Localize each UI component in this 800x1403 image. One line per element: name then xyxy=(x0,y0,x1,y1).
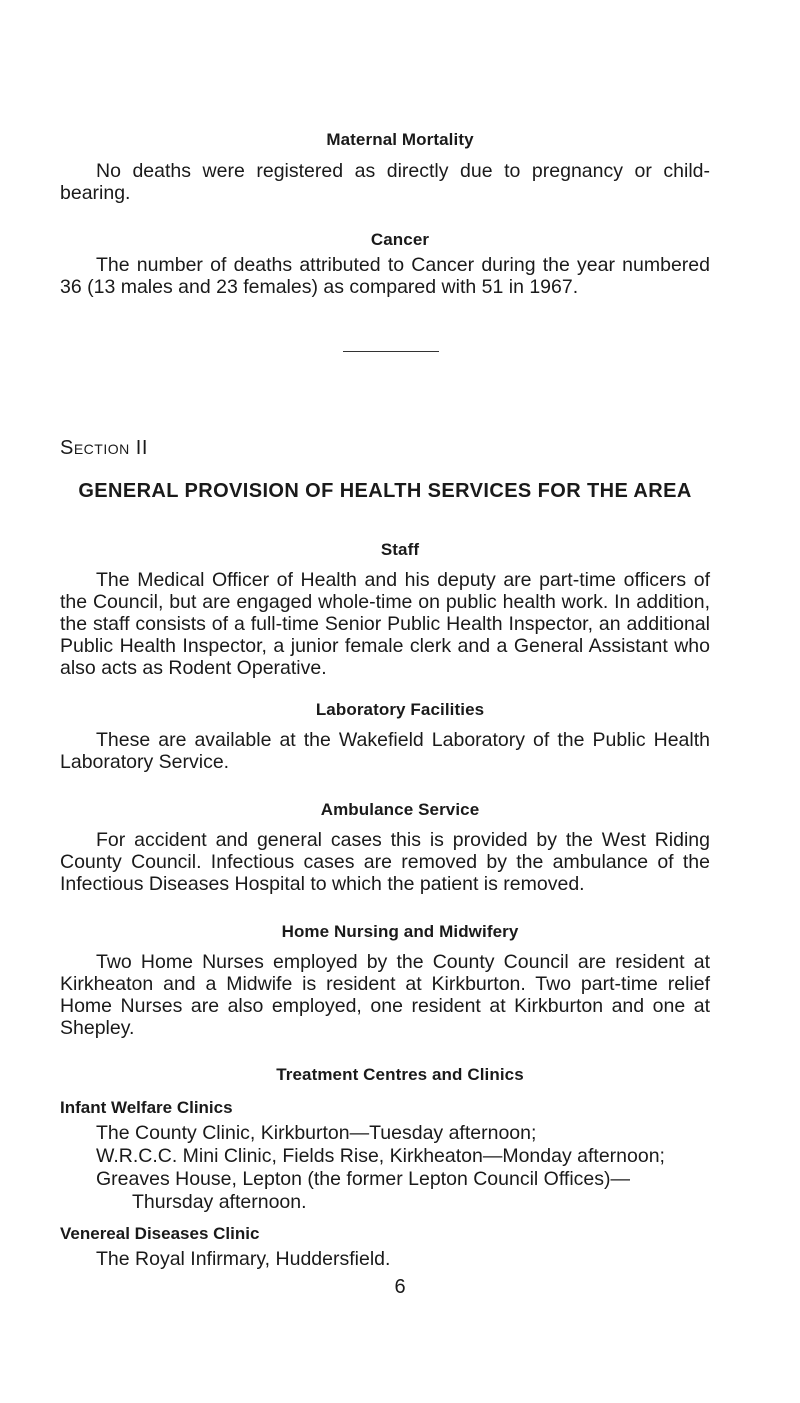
treatment-heading: Treatment Centres and Clinics xyxy=(276,1065,524,1084)
clinic-line: Greaves House, Lepton (the former Lepton Council Offices)— xyxy=(96,1168,630,1190)
clinic-line: Thursday afternoon. xyxy=(132,1191,307,1213)
page-number: 6 xyxy=(394,1276,406,1298)
section-title: GENERAL PROVISION OF HEALTH SERVICES FOR THE AREA xyxy=(78,480,692,502)
staff-text: The Medical Officer of Health and his deputy are part-time officers of the Council, but are engaged whole-time on public health work. In addition, the staff consists of a full-time Senior Public Health Inspector, an additional Public Health Inspector, a junior female clerk and a General Assistant who also acts as Rodent Operative. xyxy=(60,569,710,679)
ambulance-text: For accident and general cases this is provided by the West Riding County Council. Infectious cases are removed by the ambulance of the Infectious Diseases Hospital to which the patient is removed. xyxy=(60,829,710,895)
laboratory-text: These are available at the Wakefield Laboratory of the Public Health Laboratory Service. xyxy=(60,729,710,773)
ambulance-heading: Ambulance Service xyxy=(320,800,480,819)
venereal-clinic-heading: Venereal Diseases Clinic xyxy=(60,1224,260,1243)
venereal-clinic-line: The Royal Infirmary, Huddersfield. xyxy=(96,1248,391,1270)
infant-welfare-heading: Infant Welfare Clinics xyxy=(60,1098,233,1117)
clinic-line: The County Clinic, Kirkburton—Tuesday afternoon; xyxy=(96,1122,537,1144)
section-divider xyxy=(343,351,439,352)
staff-heading: Staff xyxy=(380,540,420,559)
cancer-text: The number of deaths attributed to Cancer during the year numbered 36 (13 males and 23 females) as compared with 51 in 1967. xyxy=(60,254,710,298)
nursing-text: Two Home Nurses employed by the County Council are resident at Kirkheaton and a Midwife is resident at Kirkburton. Two part-time relief Home Nurses are also employed, one resident at Kirkburton and one at Shepley. xyxy=(60,951,710,1039)
nursing-heading: Home Nursing and Midwifery xyxy=(281,922,519,941)
maternal-mortality-heading: Maternal Mortality xyxy=(326,130,474,149)
maternal-mortality-text: No deaths were registered as directly due to pregnancy or child-bearing. xyxy=(60,160,710,204)
cancer-heading: Cancer xyxy=(370,230,430,249)
clinic-line: W.R.C.C. Mini Clinic, Fields Rise, Kirkheaton—Monday afternoon; xyxy=(96,1145,665,1167)
section-label: Section II xyxy=(60,437,148,459)
laboratory-heading: Laboratory Facilities xyxy=(315,700,485,719)
